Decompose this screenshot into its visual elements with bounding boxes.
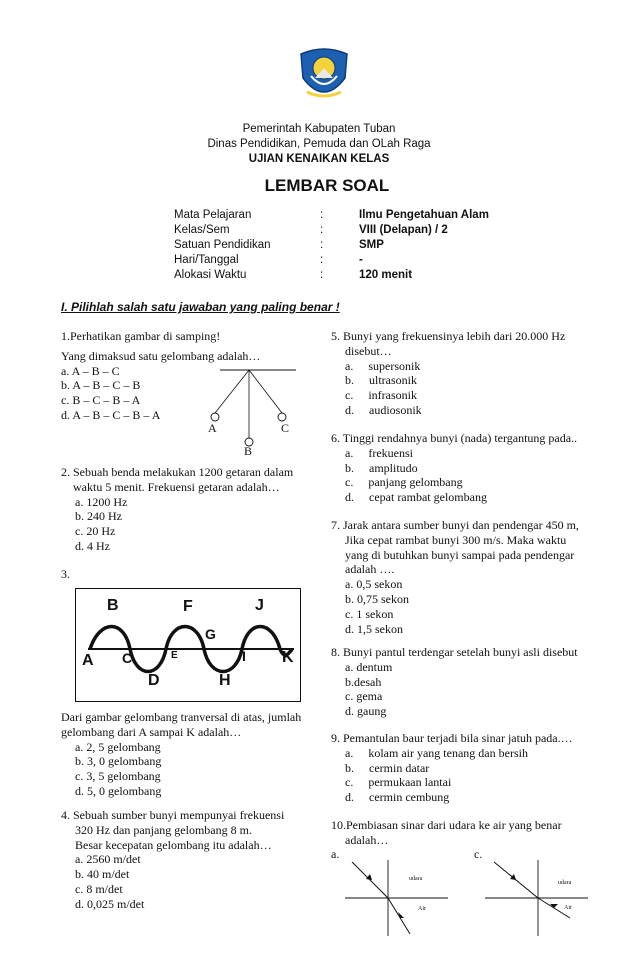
q7-line: 7. Jarak antara sumber bunyi dan pendengar 450 m,: [331, 518, 579, 532]
question-9: [331, 731, 626, 805]
air-label-a: Air: [418, 906, 426, 912]
wave-label-c: C: [122, 650, 133, 666]
q6-option: a. frekuensi: [345, 445, 413, 460]
meta-labels: [174, 208, 271, 283]
tut-wuri-handayani-logo: [297, 48, 351, 106]
meta-label: Kelas/Sem: [174, 224, 230, 236]
q7-line: yang di butuhkan bunyi sampai pada pendengar: [345, 547, 575, 562]
q4-line: Besar kecepatan gelombang itu adalah…: [75, 837, 272, 852]
meta-values: [359, 208, 489, 283]
q2-option: a. 1200 Hz: [75, 494, 128, 509]
q10-option-a: a.: [331, 847, 340, 861]
q5-line: 5. Bunyi yang frekuensinya lebih dari 20.000 Hz: [331, 329, 566, 343]
q2-line: 2. Sebuah benda melakukan 1200 getaran dalam: [61, 465, 294, 479]
meta-value: -: [359, 254, 363, 266]
header-line-1: Pemerintah Kabupaten Tuban: [242, 123, 396, 135]
q8-option: b.desah: [345, 674, 382, 689]
q7-option: b. 0,75 sekon: [345, 591, 409, 606]
q1-option: a. A – B – C: [61, 363, 120, 378]
udara-label-c: udara: [558, 880, 572, 886]
q1-stem: 1.Perhatikan gambar di samping!: [61, 329, 221, 343]
q3-line: Dari gambar gelombang tranversal di atas, jumlah: [61, 710, 302, 724]
q4-option: b. 40 m/det: [75, 867, 130, 882]
instruction: I. Pilihlah salah satu jawaban yang paling benar !: [61, 300, 340, 314]
q8-option: d. gaung: [345, 704, 387, 719]
q4-line: 320 Hz dan panjang gelombang 8 m.: [75, 822, 252, 837]
q5-option: c. infrasonik: [345, 388, 417, 403]
q7-line: adalah ….: [345, 562, 395, 577]
q3-option: a. 2, 5 gelombang: [75, 739, 161, 754]
q6-line: 6. Tinggi rendahnya bunyi (nada) tergantung pada..: [331, 431, 578, 445]
q8-option: a. dentum: [345, 659, 393, 674]
wave-label-k: K: [282, 649, 294, 666]
q1-option: d. A – B – C – B – A: [61, 407, 161, 422]
meta-value: SMP: [359, 239, 384, 251]
udara-label-a: udara: [409, 876, 423, 882]
question-8: [331, 645, 626, 719]
wave-label-d: D: [148, 672, 160, 689]
q3-option: d. 5, 0 gelombang: [75, 783, 162, 798]
q4-option: c. 8 m/det: [75, 881, 123, 896]
question-7: [331, 518, 626, 636]
meta-label: Hari/Tanggal: [174, 254, 239, 266]
air-label-c: Air: [564, 905, 572, 911]
q9-line: 9. Pemantulan baur terjadi bila sinar jatuh pada.…: [331, 731, 573, 745]
wave-label-f: F: [183, 598, 193, 615]
q5-option: d. audiosonik: [345, 402, 422, 417]
meta-label: Mata Pelajaran: [174, 209, 252, 221]
q4-option: d. 0,025 m/det: [75, 896, 145, 911]
q2-line: waktu 5 menit. Frekuensi getaran adalah…: [73, 479, 280, 494]
question-10: [331, 818, 626, 848]
q7-option: a. 0,5 sekon: [345, 577, 403, 592]
q2-option: d. 4 Hz: [75, 538, 110, 553]
wave-label-a: A: [82, 652, 94, 669]
meta-value: Ilmu Pengetahuan Alam: [359, 209, 489, 221]
pendulum-label-b: B: [244, 444, 253, 458]
header-line-3: UJIAN KENAIKAN KELAS: [248, 153, 390, 165]
q1-line2: Yang dimaksud satu gelombang adalah…: [61, 348, 261, 363]
q1-option: c. B – C – B – A: [61, 393, 141, 408]
q2-option: b. 240 Hz: [75, 509, 122, 524]
meta-value: 120 menit: [359, 269, 413, 281]
question-4: [61, 808, 331, 912]
question-6: [331, 431, 626, 505]
q1-option: b. A – B – C – B: [61, 378, 141, 393]
q6-option: d. cepat rambat gelombang: [345, 490, 487, 505]
meta-colons: : : : : :: [320, 209, 324, 281]
q7-option: d. 1,5 sekon: [345, 621, 403, 636]
q3-option: c. 3, 5 gelombang: [75, 769, 161, 784]
pendulum-label-a: A: [208, 421, 217, 435]
q5-line: disebut…: [345, 343, 392, 358]
page-title: LEMBAR SOAL: [264, 176, 390, 195]
question-5: [331, 329, 621, 418]
q3-option: b. 3, 0 gelombang: [75, 754, 162, 769]
q7-option: c. 1 sekon: [345, 606, 394, 621]
meta-label: Alokasi Waktu: [174, 269, 247, 281]
pendulum-label-c: C: [281, 421, 290, 435]
wave-label-b: B: [107, 597, 119, 614]
q8-option: c. gema: [345, 689, 383, 704]
pendulum-figure: [200, 362, 305, 462]
q4-line: 4. Sebuah sumber bunyi mempunyai frekuensi: [61, 808, 285, 822]
header-line-2: Dinas Pendidikan, Pemuda dan OLah Raga: [207, 138, 431, 150]
wave-label-e: E: [171, 650, 178, 661]
q10-line: 10.Pembiasan sinar dari udara ke air yang benar: [331, 818, 562, 832]
q3-line: gelombang dari A sampai K adalah…: [61, 724, 242, 739]
q9-option: d. cermin cembung: [345, 790, 450, 805]
q6-option: b. amplitudo: [345, 460, 418, 475]
q5-option: b. ultrasonik: [345, 373, 417, 388]
q7-line: Jika cepat rambat bunyi 300 m/s. Maka waktu: [345, 532, 567, 547]
q10-option-c: c.: [474, 847, 483, 861]
q6-option: c. panjang gelombang: [345, 475, 463, 490]
q5-option: a. supersonik: [345, 358, 421, 373]
question-2: [61, 465, 331, 554]
q10-line: adalah…: [345, 832, 389, 847]
q9-option: b. cermin datar: [345, 760, 430, 775]
q4-option: a. 2560 m/det: [75, 852, 141, 867]
q9-option: a. kolam air yang tenang dan bersih: [345, 745, 528, 760]
wave-label-h: H: [219, 672, 231, 689]
meta-label: Satuan Pendidikan: [174, 239, 271, 251]
refraction-diagram-c: [480, 858, 590, 938]
question-3: [61, 710, 331, 799]
wave-label-g: G: [205, 626, 216, 642]
wave-label-j: J: [255, 597, 264, 614]
meta-value: VIII (Delapan) / 2: [359, 224, 448, 236]
q8-line: 8. Bunyi pantul terdengar setelah bunyi asli disebut: [331, 645, 578, 659]
q2-option: c. 20 Hz: [75, 524, 116, 539]
q3-number: 3.: [61, 567, 70, 581]
wave-label-i: I: [242, 648, 246, 664]
refraction-diagram-a: [340, 858, 450, 938]
q9-option: c. permukaan lantai: [345, 775, 452, 790]
